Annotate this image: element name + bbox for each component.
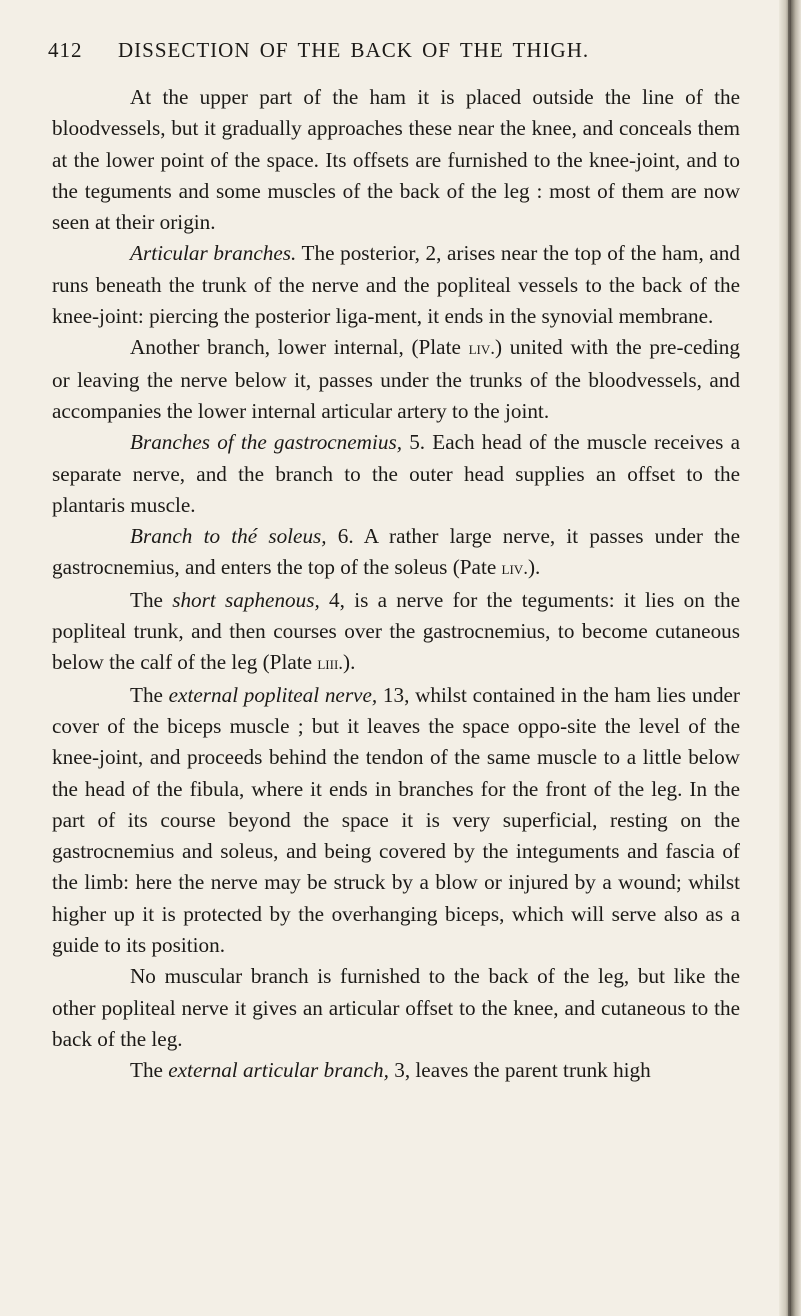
paragraph-p3 (52, 332, 740, 427)
italic-term: Articular branches. (130, 241, 297, 266)
text-run: The (130, 587, 173, 612)
text-run: The (130, 682, 169, 707)
plate-reference: liii. (317, 653, 344, 675)
text-run: At the upper part of the ham it is placed outside the line of the bloodvessels, but it gradually approaches these near the knee, and conceals them at the lower point of the space. Its offsets are furnished to the knee-joint, and to the teguments and some muscles of the back of the leg : most of them are now seen at their origin. (52, 85, 740, 235)
paragraph-p2 (52, 238, 740, 332)
page-gutter-edge (788, 0, 791, 1316)
text-run: 3, leaves the parent trunk high (388, 1058, 651, 1083)
paragraph-p5 (52, 521, 740, 585)
body-text (52, 82, 740, 1087)
text-run: 4, is a nerve for the teguments: it lies on the popliteal trunk, and then courses over the gastrocnemius, to become cutaneous below the calf of the leg (Plate (52, 587, 740, 675)
paragraph-p6 (52, 585, 740, 680)
text-run: 13, whilst contained in the ham lies under cover of the biceps muscle ; but it leaves the space oppo-site the level of the knee-joint, and proceeds behind the tendon of the same muscle to a little below the head of the fibula, where it ends in branches for the front of the leg. In the part of its course beyond the space it is very superficial, resting on the gastrocnemius and soleus, and being covered by the integuments and fascia of the limb: here the nerve may be struck by a blow or injured by a wound; whilst higher up it is protected by the overhanging biceps, which will serve also as a guide to its position. (52, 682, 740, 958)
text-run: The (130, 1058, 169, 1083)
text-run: ). (527, 555, 541, 580)
text-run: 5. Each head of the muscle receives a separate nerve, and the branch to the outer head supplies an offset to the plantaris muscle. (52, 430, 740, 517)
text-run: Another branch, lower internal, (Plate (130, 335, 469, 360)
text-run: No muscular branch is furnished to the back of the leg, but like the other popliteal nerve it gives an articular offset to the knee, and cutaneous to the back of the leg. (52, 964, 740, 1051)
italic-term: Branch to thé soleus, (130, 524, 327, 549)
italic-term: external popliteal nerve, (168, 682, 378, 707)
italic-term: Branches of the gastrocnemius, (130, 430, 403, 455)
text-run: ). (343, 650, 356, 675)
plate-reference: liv. (501, 558, 528, 580)
italic-term: short saphenous, (172, 587, 320, 612)
plate-reference: liv. (468, 338, 496, 360)
text-run: The posterior, 2, arises near the top of the ham, and runs beneath the trunk of the nerve and the popliteal vessels to the back of the knee-joint: piercing the posterior liga-ment, it ends in the synovial membrane. (52, 241, 740, 329)
running-title: DISSECTION OF THE BACK OF THE THIGH. (118, 38, 590, 62)
running-header (48, 38, 738, 66)
italic-term: external articular branch, (168, 1058, 389, 1083)
paragraph-p9 (52, 1055, 740, 1086)
text-run: 6. A rather large nerve, it passes under the gastrocnemius, and enters the top of the soleus (Pate (52, 524, 740, 580)
paragraph-p8 (52, 961, 740, 1055)
text-run: ) united with the pre-ceding or leaving the nerve below it, passes under the trunks of the bloodvessels, and accompanies the lower internal articular artery to the joint. (52, 335, 740, 423)
page-number: 412 (48, 38, 83, 62)
paragraph-p1 (52, 82, 740, 238)
paragraph-p4 (52, 427, 740, 521)
paragraph-p7 (52, 680, 740, 962)
